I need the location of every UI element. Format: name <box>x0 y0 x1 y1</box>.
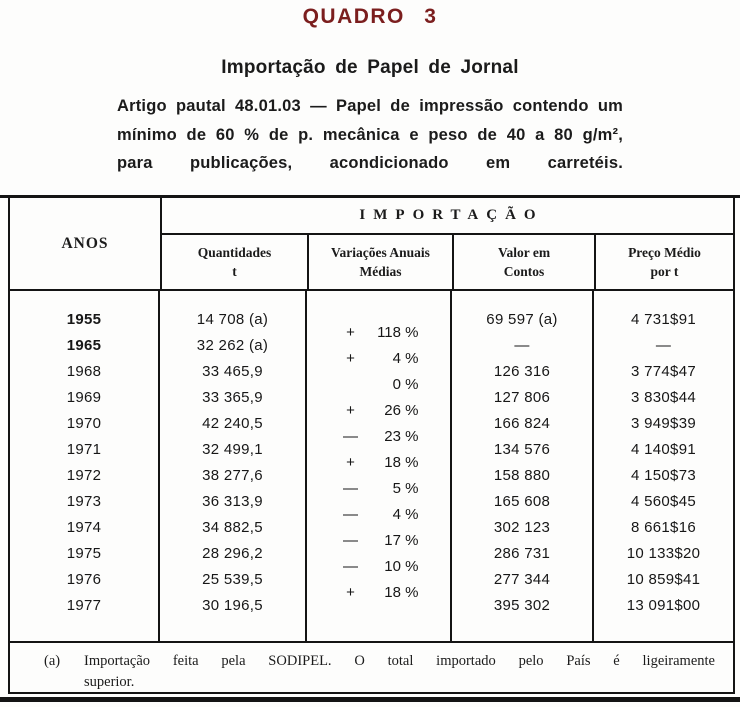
quantity-cell: 14 708 (a) <box>196 311 269 328</box>
price-cell: — <box>655 337 672 354</box>
page-bottom-rule <box>0 697 740 702</box>
year-cell: 1973 <box>66 493 102 510</box>
variation-cell <box>307 528 450 554</box>
variation-value: 18 % <box>384 584 419 601</box>
variation-sign <box>339 372 363 398</box>
year-cell: 1971 <box>66 441 102 458</box>
value-cell: 158 880 <box>493 467 551 484</box>
group-header-importacao: IMPORTAÇÃO <box>162 198 733 235</box>
value-cell: 69 597 (a) <box>486 311 558 328</box>
variation-value: 0 % <box>392 376 419 393</box>
intro-line: mínimo de 60 % de p. mecânica e peso de 40 a 80 g/m², <box>117 125 623 144</box>
variation-value: 4 % <box>392 350 419 367</box>
footnote-marker: (a) <box>44 653 61 669</box>
variation-cell <box>307 320 450 346</box>
variation-value: 4 % <box>392 506 419 523</box>
year-cell: 1977 <box>66 597 102 614</box>
variation-value: 23 % <box>384 428 419 445</box>
table-header <box>10 198 733 291</box>
year-cell: 1972 <box>66 467 102 484</box>
header-right-section <box>162 198 733 289</box>
values-column <box>452 291 594 641</box>
year-cell: 1969 <box>66 389 102 406</box>
year-cell: 1955 <box>66 311 102 328</box>
table-body <box>10 291 733 643</box>
year-cell: 1968 <box>66 363 102 380</box>
prices-column <box>594 291 733 641</box>
column-header <box>454 235 596 289</box>
price-cell: 8 661$16 <box>631 519 696 536</box>
column-header-line1: Quantidades <box>197 245 272 260</box>
value-cell: 166 824 <box>493 415 551 432</box>
year-cell: 1965 <box>66 337 102 354</box>
variation-cell <box>307 398 450 424</box>
year-cell: 1975 <box>66 545 102 562</box>
value-cell: 165 608 <box>493 493 551 510</box>
variation-value: 118 % <box>377 324 419 341</box>
variation-sign: — <box>343 532 358 549</box>
years-column <box>10 291 160 641</box>
column-header <box>162 235 309 289</box>
variation-sign: — <box>343 558 358 575</box>
variation-value: 18 % <box>384 454 419 471</box>
variation-value: 5 % <box>392 480 419 497</box>
variations-column <box>307 291 452 641</box>
year-cell: 1970 <box>66 415 102 432</box>
quantity-cell: 32 262 (a) <box>196 337 269 354</box>
sub-header-row <box>162 235 733 289</box>
quantity-cell: 33 465,9 <box>202 363 263 380</box>
variation-cell <box>307 580 450 606</box>
column-header <box>309 235 454 289</box>
page-title: QUADRO 3 <box>302 5 438 28</box>
footnote-text <box>84 651 715 694</box>
value-cell: 395 302 <box>493 597 551 614</box>
value-cell: 127 806 <box>493 389 551 406</box>
column-header-anos: ANOS <box>10 198 162 289</box>
price-cell: 3 830$44 <box>631 389 696 406</box>
variation-cell <box>307 346 450 372</box>
column-header-line2: por t <box>650 264 679 279</box>
quantity-cell: 42 240,5 <box>202 415 263 432</box>
value-cell: 302 123 <box>493 519 551 536</box>
variation-sign: — <box>343 506 358 523</box>
column-header <box>596 235 733 289</box>
quantity-cell: 38 277,6 <box>202 467 263 484</box>
variation-cell <box>307 554 450 580</box>
column-header-line2: Contos <box>503 264 545 279</box>
column-header-line1: Valor em <box>497 245 551 260</box>
variation-sign: + <box>346 350 355 367</box>
quantities-column <box>160 291 307 641</box>
price-cell: 4 560$45 <box>631 493 696 510</box>
price-cell: 13 091$00 <box>626 597 701 614</box>
quantity-cell: 28 296,2 <box>202 545 263 562</box>
column-header-line2: Médias <box>359 264 402 279</box>
variation-value: 10 % <box>384 558 419 575</box>
value-cell: 277 344 <box>493 571 551 588</box>
column-header-line1: Variações Anuais <box>331 245 430 260</box>
column-header-line1: Preço Médio <box>628 245 701 260</box>
year-cell: 1976 <box>66 571 102 588</box>
price-cell: 3 949$39 <box>631 415 696 432</box>
value-cell: 126 316 <box>493 363 551 380</box>
price-cell: 10 133$20 <box>626 545 701 562</box>
year-cell: 1974 <box>66 519 102 536</box>
column-header-line2: t <box>232 264 237 279</box>
price-cell: 4 150$73 <box>631 467 696 484</box>
variation-sign: + <box>346 454 355 471</box>
footnote-line2: superior. <box>84 674 135 690</box>
variation-sign: + <box>346 324 355 341</box>
quantity-cell: 30 196,5 <box>202 597 263 614</box>
footnote-line1: Importação feita pela SODIPEL. O total importado pelo País é ligeiramente <box>84 653 715 669</box>
intro-line: Artigo pautal 48.01.03 — Papel de impressão contendo um <box>117 97 623 115</box>
variation-sign: + <box>346 402 355 419</box>
variation-sign: + <box>346 584 355 601</box>
intro-paragraph <box>117 92 623 178</box>
intro-line: para publicações, acondicionado em carretéis. <box>117 154 623 172</box>
quantity-cell: 36 313,9 <box>202 493 263 510</box>
variation-cell <box>307 424 450 450</box>
quantity-cell: 32 499,1 <box>202 441 263 458</box>
price-cell: 4 731$91 <box>631 311 696 328</box>
variation-sign: — <box>343 480 358 497</box>
page-subtitle: Importação de Papel de Jornal <box>221 57 519 78</box>
variation-cell <box>307 372 450 398</box>
price-cell: 4 140$91 <box>631 441 696 458</box>
price-cell: 10 859$41 <box>626 571 701 588</box>
price-cell: 3 774$47 <box>631 363 696 380</box>
variation-cell <box>307 476 450 502</box>
value-cell: — <box>514 337 530 354</box>
variation-cell <box>307 502 450 528</box>
variation-value: 17 % <box>384 532 419 549</box>
variation-sign: — <box>343 428 358 445</box>
quantity-cell: 34 882,5 <box>202 519 263 536</box>
value-cell: 134 576 <box>493 441 551 458</box>
variation-cell <box>307 450 450 476</box>
quantity-cell: 25 539,5 <box>202 571 263 588</box>
value-cell: 286 731 <box>493 545 551 562</box>
quantity-cell: 33 365,9 <box>202 389 263 406</box>
variation-value: 26 % <box>384 402 419 419</box>
import-table <box>8 198 735 694</box>
table-footnote <box>10 643 733 694</box>
